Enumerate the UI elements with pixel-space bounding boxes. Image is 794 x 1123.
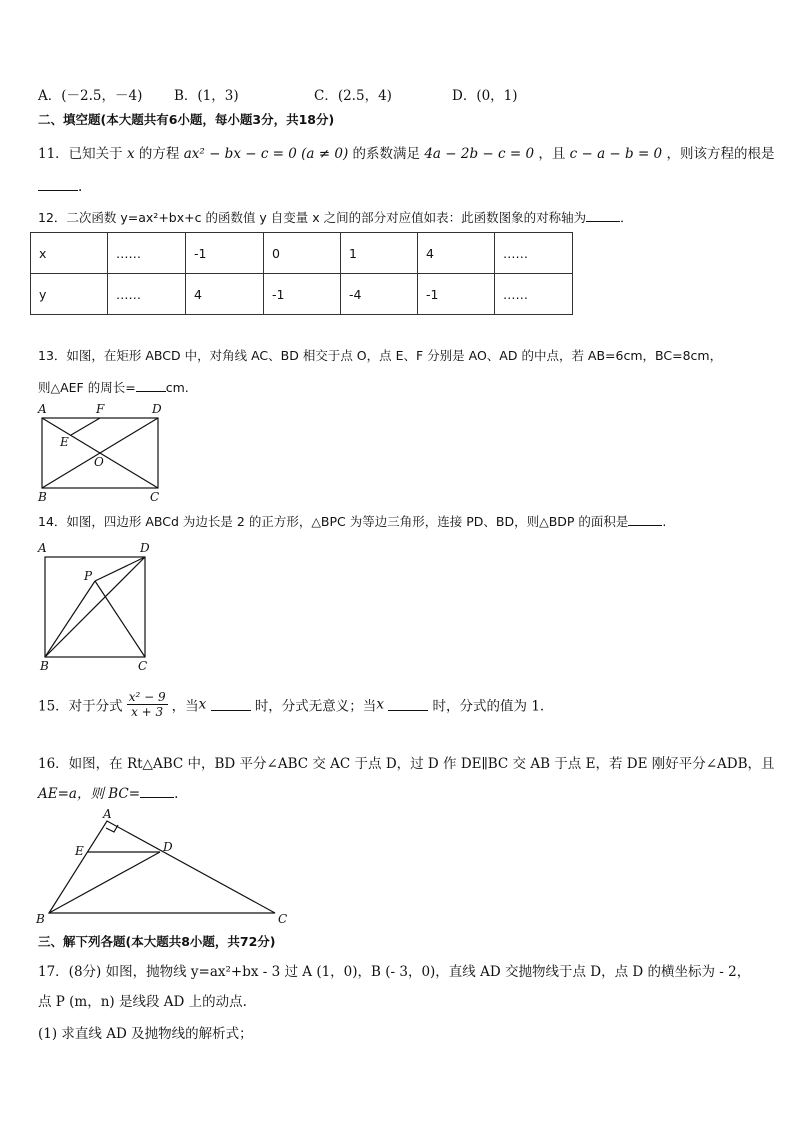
q11-mid3: ，且 bbox=[538, 146, 566, 162]
label-f: F bbox=[96, 402, 105, 416]
label-b: B bbox=[40, 659, 49, 673]
q14-text: 14．如图，四边形 ABCd 为边长是 2 的正方形，△BPC 为等边三角形，连接 PD、BD，则△BDP 的面积是 bbox=[38, 514, 629, 529]
table-cell: …… bbox=[495, 233, 573, 274]
label-e: E bbox=[60, 435, 69, 449]
label-o: O bbox=[94, 455, 104, 469]
label-d: D bbox=[140, 541, 150, 555]
table-row bbox=[31, 274, 573, 315]
label-c: C bbox=[150, 490, 160, 504]
question-16: 16．如图，在 Rt△ABC 中，BD 平分∠ABC 交 AC 于点 D，过 D 作 DE∥BC 交 AB 于点 E，若 DE 刚好平分∠ADB，且 bbox=[38, 756, 775, 772]
label-c: C bbox=[138, 659, 148, 673]
question-13-line2 bbox=[38, 378, 189, 396]
q11-answer-line bbox=[38, 178, 82, 195]
q11-mid: 的方程 bbox=[138, 146, 180, 162]
q16-answer-blank[interactable] bbox=[140, 785, 174, 798]
q15-prefix: 15．对于分式 bbox=[38, 698, 123, 715]
q16-line2b: . bbox=[174, 786, 179, 802]
q11-suffix: ，则该方程的根是 bbox=[666, 146, 775, 162]
question-13: 13．如图，在矩形 ABCD 中，对角线 AC、BD 相交于点 O，点 E、F 分别是 AO、AD 的中点，若 AB=6cm，BC=8cm， bbox=[38, 348, 723, 363]
option-d: D．(0，1) bbox=[452, 88, 518, 104]
question-11 bbox=[38, 142, 774, 162]
table-row bbox=[31, 233, 573, 274]
option-b: B．(1，3) bbox=[174, 88, 239, 104]
label-d: D bbox=[163, 840, 173, 854]
table-cell: y bbox=[31, 274, 108, 315]
triangle-abc bbox=[49, 821, 275, 913]
label-c: C bbox=[278, 912, 288, 926]
question-17: 17．(8分) 如图，抛物线 y=ax²+bx - 3 过 A (1，0)，B (- 3，0)，直线 AD 交抛物线于点 D，点 D 的横坐标为 - 2， bbox=[38, 964, 751, 980]
q14-square-figure bbox=[34, 540, 164, 674]
q15-answer-blank-1[interactable] bbox=[211, 698, 251, 711]
q11-cond2: c − a − b = 0 bbox=[569, 146, 663, 162]
q12-end: ． bbox=[620, 210, 633, 225]
q13-line2b: cm. bbox=[165, 380, 189, 395]
q11-cond1: 4a − 2b − c = 0 bbox=[424, 146, 535, 162]
label-p: P bbox=[84, 569, 93, 583]
q16-line2a: AE=a，则 BC= bbox=[38, 786, 141, 802]
segment-bd bbox=[45, 557, 145, 657]
label-a: A bbox=[38, 402, 47, 416]
q13-line2a: 则△AEF 的周长= bbox=[38, 380, 136, 395]
table-cell: -1 bbox=[186, 233, 264, 274]
q11-end: . bbox=[78, 179, 83, 195]
label-e: E bbox=[75, 844, 84, 858]
q16-triangle-figure bbox=[30, 806, 296, 926]
q11-prefix: 11．已知关于 bbox=[38, 146, 123, 162]
label-b: B bbox=[36, 912, 45, 926]
table-cell: 4 bbox=[186, 274, 264, 315]
q13-rectangle-figure bbox=[30, 398, 170, 506]
fraction-denominator: x + 3 bbox=[131, 705, 164, 719]
table-cell: x bbox=[31, 233, 108, 274]
option-a: A．(－2.5，－4) bbox=[38, 88, 143, 104]
question-17-part1: (1) 求直线 AD 及抛物线的解析式； bbox=[38, 1026, 253, 1042]
q14-end: . bbox=[662, 514, 667, 529]
table-cell: …… bbox=[495, 274, 573, 315]
q15-var2: x bbox=[376, 696, 384, 713]
q15-answer-blank-2[interactable] bbox=[388, 698, 428, 711]
q15-fraction bbox=[127, 690, 168, 719]
q15-var1: x bbox=[198, 696, 207, 713]
segment-pd bbox=[95, 557, 145, 581]
q11-equation: ax² − bx − c = 0 (a ≠ 0) bbox=[183, 146, 349, 162]
label-a: A bbox=[38, 541, 47, 555]
table-cell: …… bbox=[108, 233, 186, 274]
q15-mid1: ，当 bbox=[171, 698, 199, 715]
segment-fe bbox=[71, 418, 100, 435]
question-15 bbox=[38, 690, 544, 719]
table-cell: -1 bbox=[418, 274, 495, 315]
label-d: D bbox=[152, 402, 162, 416]
question-16-line2 bbox=[38, 782, 178, 802]
section2-title: 二、填空题(本大题共有6小题，每小题3分，共18分) bbox=[38, 112, 335, 127]
fraction-numerator: x² − 9 bbox=[128, 690, 166, 704]
q12-text: 12．二次函数 y=ax²+bx+c 的函数值 y 自变量 x 之间的部分对应值如表：此函数图象的对称轴为 bbox=[38, 210, 587, 225]
q13-answer-blank[interactable] bbox=[136, 379, 166, 392]
segment-bd bbox=[49, 852, 160, 913]
question-17-line2: 点 P (m，n) 是线段 AD 上的动点. bbox=[38, 994, 247, 1010]
question-12 bbox=[38, 208, 633, 226]
q14-answer-blank[interactable] bbox=[628, 513, 662, 526]
q15-mid2: 时，分式无意义；当 bbox=[254, 698, 377, 715]
table-cell: …… bbox=[108, 274, 186, 315]
option-c: C．(2.5，4) bbox=[314, 88, 392, 104]
q11-mid2: 的系数满足 bbox=[352, 146, 421, 162]
segment-cp bbox=[95, 581, 145, 657]
table-cell: 1 bbox=[341, 233, 418, 274]
q12-answer-blank[interactable] bbox=[586, 209, 620, 222]
table-cell: 0 bbox=[264, 233, 341, 274]
section3-title: 三、解下列各题(本大题共8小题，共72分) bbox=[38, 934, 276, 949]
question-14 bbox=[38, 512, 666, 530]
segment-bp bbox=[45, 581, 95, 657]
table-cell: -4 bbox=[341, 274, 418, 315]
q11-var: x bbox=[126, 146, 135, 162]
table-cell: 4 bbox=[418, 233, 495, 274]
table-cell: -1 bbox=[264, 274, 341, 315]
q15-end: 时，分式的值为 1. bbox=[432, 698, 545, 715]
label-b: B bbox=[38, 490, 47, 504]
q11-answer-blank[interactable] bbox=[38, 178, 78, 191]
q12-value-table bbox=[30, 232, 573, 315]
label-a: A bbox=[103, 807, 112, 821]
